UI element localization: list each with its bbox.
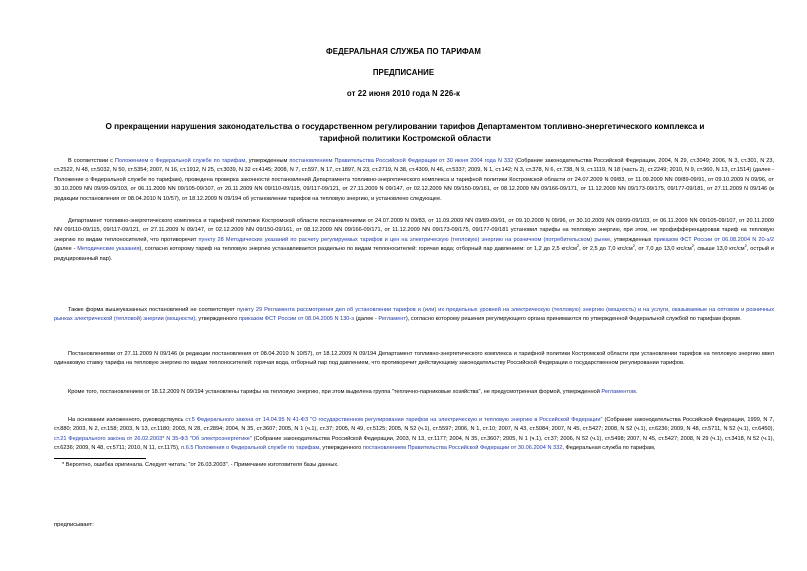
paragraph-2-text: , от 7,0 до 13,0 кгс/см	[634, 246, 692, 253]
paragraph-1-text: , утвержденным	[245, 158, 290, 164]
link-regulation-p29[interactable]: пункту 29 Регламента рассмотрения дел об установлении тарифов и (или) их предельных уровней на электрическую (тепловую) энергию (мощность) и на услуги, оказываемые на оптовом и розничных рынках электрической (тепловой) энергии (мощности)	[54, 307, 774, 323]
document-title: О прекращении нарушения законодательства о государственном регулировании тарифов Департаментом топливно-энергетического комплекса и тарифной политики Костромской области	[105, 122, 705, 143]
paragraph-3-text: , утвержденного	[195, 316, 239, 323]
link-fts-regulation[interactable]: Положением о Федеральной службе по тарифам	[114, 158, 246, 164]
paragraph-1	[54, 157, 774, 204]
paragraph-3-text: Также форма вышеуказанных постановлений не соответствует	[68, 307, 237, 313]
agency-heading: ФЕДЕРАЛЬНАЯ СЛУЖБА ПО ТАРИФАМ	[326, 47, 481, 56]
paragraph-3	[54, 306, 774, 325]
link-fst-order-20e2[interactable]: приказом ФСТ России от 06.08.2004 N 20-э/2	[653, 236, 774, 243]
link-fts-regulation-p65[interactable]: п.6.5 Положения о Федеральной службе по тарифам	[181, 445, 320, 452]
paragraph-2-text: , свыше 13,0 кгс/см	[693, 246, 745, 253]
paragraph-6	[54, 416, 774, 454]
link-methodical-instructions-p28[interactable]: пункту 28 Методических указаний по расчету регулируемых тарифов и цен на электрическую (тепловую) энергию на розничном (потребительском) рынке	[198, 236, 611, 243]
paragraph-2	[54, 217, 774, 264]
paragraph-3-text: (далее -	[354, 316, 379, 323]
superscript: 2	[576, 243, 580, 249]
paragraph-3-text: ), согласно которому решения регулирующего органа принимаются по утвержденной Федеральной службой по тарифам форме.	[405, 316, 742, 323]
superscript: 2	[691, 243, 694, 249]
link-methodical-instructions[interactable]: Методические указания	[77, 246, 140, 253]
paragraph-2-text: ), согласно которому тариф на тепловую энергию устанавливается раздельно по видам теплоносителей: горячая вода; отборный пар давлением: от 1,2 до 2,5 кгс/см	[139, 246, 577, 253]
link-fst-order-130e[interactable]: приказом ФСТ России от 08.04.2005 N 130-э	[238, 316, 355, 323]
footnote: * Вероятно, ошибка оригинала. Следует читать: "от 26.03.2003". - Примечание изготовителя базы данных.	[62, 462, 339, 468]
link-federal-law-35fz[interactable]: ст.21 Федерального закона от 26.02.2003* N 35-ФЗ "Об электроэнергетике"	[54, 435, 252, 442]
paragraph-2-text: (далее -	[54, 246, 78, 253]
paragraph-5-text: Кроме того, постановлением от 18.12.2009 N 09/194 установлены тарифы на тепловую энергию, при этом выделена группа "теплично-парниковые хозяйства", не предусмотренная формой, утвержденной	[68, 389, 602, 395]
link-regulation[interactable]: Регламентом	[601, 389, 636, 395]
paragraph-4-text: Постановлениями от 27.11.2009 N 09/146 (в редакции постановления от 08.04.2010 N 10/57), от 18.12.2009 N 09/194 Департамент топливно-энергетического комплекса и тарифной политики Костромской области при установлении тарифов на тепловую энергию ввел одинаковую ставку тарифа на тепловую энергию по видам теплоносителей: горячая вода, отборный пар под давлением, что противоречит действующему законодательству Российской Федерации о государственном регулировании тарифов.	[54, 351, 774, 367]
paragraph-2-text: Департамент топливно-энергетического комплекса и тарифной политики Костромской области постановлениями от 24.07.2009 N 09/83, от 11.09.2009 NN 09/89-09/91, от 09.10.2009 N 09/96, от 30.10.2009 NN 09/99-09/103, от 06.11.2009 NN 09/105-09/107, от 20.11.2009 NN 09/110-09/115, 09/117-09/121, от 27.11.2009 N 09/147, от 02.12.2009 NN 09/150-09/161, от 08.12.2009 NN 09/166-09/171, от 11.12.2009 NN 09/173-09/175, 09/177-09/181 установил тарифы на тепловую энергию, при этом, не профифференцировав тариф на тепловую энергию по видам теплоносителей, что противоречит	[54, 218, 774, 243]
link-federal-law-41fz[interactable]: ст.5 Федерального закона от 14.04.95 N 41-ФЗ "О государственном регулировании тарифов на электрическую и тепловую энергию в Российской Федерации"	[185, 417, 603, 423]
superscript: 2	[744, 243, 747, 249]
link-government-resolution-332[interactable]: постановлением Правительства Российской Федерации от 30 июня 2004 года N 332	[289, 158, 514, 164]
paragraph-1-text: (Собрание законодательства Российской Федерации, 2004, N 29, ст.3049; 2006, N 3, ст.301, N 23, ст.2522, N 48, ст.5032, N 50, ст.5354; 2007, N 16, ст.1912, N 25, ст.3039, N 32 ст.4145; 2008, N 7, ст.597, N 17, ст.1897, N 23, ст.2719, N 38, ст.4309, N 46, ст.5337; 2009, N 1, ст.142; N 3, ст.378, N 6, ст.738, N 9, ст.1119, N 18 (часть 2), ст.2249; 2010, N 9, ст.960, N 13, ст.1514) (далее - Положение о Федеральной службе по тарифам), проведена проверка законности постановлений Департамента топливно-энергетического комплекса и тарифной политики Костромской области от 24.07.2009 N 09/83, от 11.09.2009 NN 09/89-09/91, от 09.10.2009 N 09/96, от 30.10.2009 NN 09/99-09/103, от 06.11.2009 NN 09/105-09/107, от 20.11.2009 NN 09/110-09/115, 09/117-09/121, от 27.11.2009 N 09/147, от 02.12.2009 NN 09/150-09/161, от 08.12.2009 NN 09/166-09/171, от 11.12.2009 NN 09/173-09/175, 09/177-09/181, от 27.11.2009 N 09/146 (в редакции постановления от 08.04.2010 N 10/57), от 18.12.2009 N 09/194 об установлении тарифов на тепловую энергию, и установлено следующее.	[54, 158, 774, 202]
footnote-divider	[54, 458, 146, 459]
paragraph-6-text: На основании изложенного, руководствуясь	[68, 417, 186, 423]
paragraph-1-text: В соответствии с	[68, 158, 115, 164]
paragraph-5	[54, 388, 774, 397]
superscript: 2	[632, 243, 635, 249]
paragraph-2-text: , утвержденных	[610, 236, 654, 243]
document-date-number: от 22 июня 2010 года N 226-к	[346, 89, 461, 98]
paragraph-4	[54, 350, 774, 369]
paragraph-6-text: (Собрание законодательства Российской Федерации, 2003, N 13, ст.1177; 2004, N 35, ст.3607; 2005, N 1 (ч.1), ст.37; 2006, N 52 (ч.1), ст.5498; 2007, N 45, ст.5427; 2008, N 29 (ч.1), ст.3418, N 52 (ч.1), ст.6236; 2009, N 48, ст.5711; 2010, N 11, ст.1175),	[54, 435, 774, 452]
link-government-resolution-332[interactable]: постановлением Правительства Российской Федерации от 30.06.2004 N 332	[362, 445, 563, 452]
paragraph-5-text: .	[635, 389, 638, 395]
prescribes-label: предписывает:	[54, 522, 94, 528]
document-type-heading: ПРЕДПИСАНИЕ	[372, 68, 435, 77]
paragraph-2-text: , от 2,5 до 7,0 кгс/см	[579, 246, 633, 253]
paragraph-6-text: , Федеральная служба по тарифам,	[562, 445, 656, 452]
paragraph-6-text: , утвержденного	[319, 445, 363, 452]
paragraph-2-text: , острый и редуцированный пар).	[54, 246, 774, 262]
paragraph-6-text: (Собрание законодательства Российской Федерации, 1999, N 7, ст.880; 2003, N 2, ст.158; 2003, N 13, ст.1180; 2003, N 28, ст.2894; 2004, N 35, ст.3607; 2005, N 1 (ч.1), ст.37; 2005, N 49, ст.5125; 2005, N 52 (ч.1), ст.5597; 2006, N 1, ст.10; 2007, N 43, ст.5084; 2007, N 45, ст.5427; 2008, N 52 (ч.1), ст.6236; 2009, N 48, ст.5711, N 52 (ч.1), ст.6450),	[54, 417, 774, 433]
link-regulation[interactable]: Регламент	[378, 316, 406, 323]
